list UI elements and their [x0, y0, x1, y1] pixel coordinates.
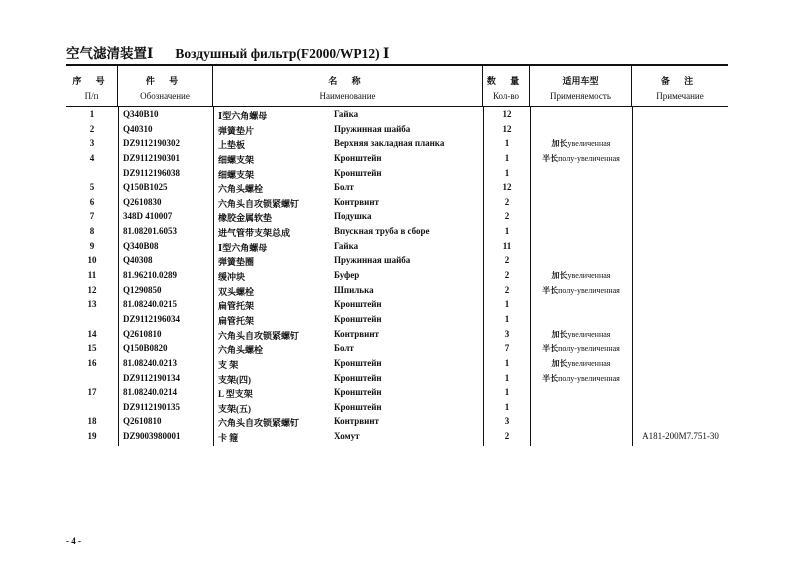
- row-number: 14: [87, 328, 97, 339]
- part-quantity: 2: [504, 431, 510, 442]
- part-quantity: 1: [504, 167, 510, 178]
- part-quantity: 2: [504, 255, 510, 266]
- part-name-ru: Кронштейн: [334, 372, 382, 383]
- part-quantity: 3: [504, 416, 510, 427]
- table-row: [66, 284, 728, 299]
- applicability-zh: 半长: [542, 153, 559, 163]
- table-row: [66, 372, 728, 387]
- row-number: 9: [89, 240, 95, 251]
- table-row: [66, 167, 728, 182]
- part-name-zh: 六角头螺栓: [218, 184, 264, 195]
- part-name-zh: 细螺支架: [218, 154, 255, 165]
- applicability-zh: 加长: [551, 271, 568, 281]
- part-quantity: 1: [504, 138, 510, 149]
- part-name-ru: Пружинная шайба: [334, 255, 411, 266]
- table-row: [66, 240, 728, 255]
- header-qty: 数 量 Кол-во: [483, 66, 530, 106]
- row-number: 18: [87, 416, 97, 427]
- part-code: Q150B0820: [123, 343, 168, 354]
- part-name-ru: Кронштейн: [334, 387, 382, 398]
- applicability: [533, 343, 629, 354]
- header-name: 名 称 Наименование: [213, 66, 483, 106]
- table-row: [66, 313, 728, 328]
- table-row: [66, 152, 728, 167]
- part-code: Q2610810: [123, 328, 162, 339]
- applicability-ru: увеличенная: [567, 329, 611, 339]
- title-zh: 空气滤清装置Ⅰ: [66, 46, 154, 61]
- row-number: 2: [89, 123, 95, 134]
- applicability: [533, 285, 629, 296]
- part-name-ru: Контрвинт: [334, 328, 379, 339]
- row-number: 6: [89, 196, 95, 207]
- applicability-zh: 半长: [542, 373, 559, 383]
- part-code: 81.08240.0214: [123, 387, 177, 398]
- header-note: 备 注 Примечание: [656, 76, 704, 101]
- page-number: - 4 -: [66, 536, 81, 546]
- part-quantity: 3: [504, 328, 510, 339]
- part-quantity: 2: [504, 284, 510, 295]
- table-row: [66, 196, 728, 211]
- part-name-ru: Верхняя закладная планка: [334, 138, 445, 149]
- table-row: [66, 254, 728, 269]
- part-name-zh: 进气管带支架总成: [218, 228, 291, 239]
- part-quantity: 1: [504, 387, 510, 398]
- part-quantity: 12: [502, 182, 512, 193]
- part-code: Q340B10: [123, 109, 159, 119]
- part-name-zh: 橡胶金属软垫: [218, 213, 273, 224]
- table-row: [66, 415, 728, 430]
- part-quantity: 1: [504, 357, 510, 368]
- applicability-zh: 半长: [542, 285, 559, 295]
- parts-table: [66, 108, 728, 445]
- part-name-zh: Ⅰ型六角螺母: [218, 242, 268, 253]
- part-name-zh: 双头螺栓: [218, 286, 255, 297]
- part-quantity: 1: [504, 299, 510, 310]
- table-row: [66, 342, 728, 357]
- part-name-zh: 弹簧垫片: [218, 125, 255, 136]
- part-name-ru: Шпилька: [334, 284, 374, 295]
- part-quantity: 2: [504, 211, 510, 222]
- part-code: DZ9112190301: [123, 152, 181, 163]
- table-row: [66, 210, 728, 225]
- applicability: [533, 153, 629, 164]
- part-name-zh: L 型支架: [218, 389, 253, 400]
- header-applicability: 适用车型 Применяемость: [530, 66, 632, 106]
- part-name-zh: 扁管托架: [218, 301, 255, 312]
- applicability-zh: 加长: [551, 139, 568, 149]
- applicability-ru: полу-увеличенная: [558, 344, 620, 354]
- applicability: [533, 138, 629, 149]
- table-row: [66, 298, 728, 313]
- part-code: DZ9112190134: [123, 372, 181, 383]
- row-number: 4: [89, 152, 95, 163]
- table-row: [66, 386, 728, 401]
- part-name-ru: Кронштейн: [334, 401, 382, 412]
- part-code: Q1290850: [123, 284, 162, 295]
- part-name-zh: 细螺支架: [218, 169, 255, 180]
- part-code: DZ9112190302: [123, 138, 181, 149]
- row-number: 7: [89, 211, 95, 222]
- part-name-ru: Кронштейн: [334, 299, 382, 310]
- applicability-ru: увеличенная: [567, 139, 611, 149]
- part-code: DZ9003980001: [123, 431, 181, 442]
- part-code: Q150B1025: [123, 182, 168, 193]
- part-name-ru: Кронштейн: [334, 357, 382, 368]
- part-quantity: 12: [502, 109, 512, 119]
- part-code: Q340B08: [123, 240, 159, 251]
- part-code: DZ9112196034: [123, 313, 181, 324]
- table-row: [66, 328, 728, 343]
- part-name-zh: 六角头螺栓: [218, 345, 264, 356]
- applicability: [533, 358, 629, 369]
- part-name-zh: Ⅰ型六角螺母: [218, 111, 268, 121]
- part-quantity: 12: [502, 123, 512, 134]
- table-row: [66, 357, 728, 372]
- applicability-ru: полу-увеличенная: [558, 153, 620, 163]
- part-name-zh: 支 架: [218, 359, 239, 370]
- row-number: 3: [89, 138, 95, 149]
- row-number: 1: [89, 109, 95, 119]
- part-code: 81.08240.0213: [123, 357, 177, 368]
- part-code: 81.96210.0289: [123, 270, 177, 281]
- part-name-zh: 支架(四): [218, 374, 251, 385]
- row-number: 16: [87, 357, 97, 368]
- part-quantity: 1: [504, 152, 510, 163]
- part-quantity: 1: [504, 401, 510, 412]
- part-name-ru: Кронштейн: [334, 167, 382, 178]
- part-name-ru: Буфер: [334, 270, 360, 281]
- part-name-ru: Кронштейн: [334, 152, 382, 163]
- part-name-ru: Гайка: [334, 109, 359, 119]
- part-quantity: 7: [504, 343, 510, 354]
- applicability: [533, 270, 629, 281]
- part-code: 348D 410007: [123, 211, 173, 222]
- table-row: [66, 430, 728, 445]
- part-quantity: 2: [504, 270, 510, 281]
- applicability-ru: увеличенная: [567, 358, 611, 368]
- part-note: A181-200M7.751-30: [642, 431, 719, 442]
- table-row: [66, 225, 728, 240]
- header-no: 序 号 П/п: [66, 66, 118, 106]
- page-title: [66, 42, 389, 62]
- part-name-ru: Болт: [334, 343, 354, 354]
- table-row: [66, 137, 728, 152]
- part-code: DZ9112190135: [123, 401, 181, 412]
- part-name-ru: Хомут: [334, 431, 360, 442]
- part-quantity: 1: [504, 313, 510, 324]
- applicability-ru: полу-увеличенная: [558, 373, 620, 383]
- header-rule: [66, 106, 728, 107]
- part-name-ru: Пружинная шайба: [334, 123, 411, 134]
- applicability-zh: 半长: [542, 344, 559, 354]
- part-code: 81.08240.0215: [123, 299, 177, 310]
- part-code: Q40310: [123, 123, 153, 134]
- part-name-zh: 支架(五): [218, 403, 251, 414]
- part-name-ru: Контрвинт: [334, 416, 379, 427]
- part-name-ru: Гайка: [334, 240, 359, 251]
- applicability-ru: увеличенная: [567, 271, 611, 281]
- row-number: 5: [89, 182, 95, 193]
- table-row: [66, 401, 728, 416]
- part-name-zh: 上垫板: [218, 140, 246, 151]
- part-name-ru: Впускная труба в сборе: [334, 226, 430, 237]
- applicability-zh: 加长: [551, 358, 568, 368]
- part-name-ru: Кронштейн: [334, 313, 382, 324]
- row-number: 13: [87, 299, 97, 310]
- part-name-zh: 卡 箍: [218, 433, 239, 444]
- part-quantity: 11: [502, 240, 512, 251]
- part-name-zh: 六角头自攻锁紧螺钉: [218, 418, 300, 429]
- row-number: 10: [87, 255, 97, 266]
- applicability-ru: полу-увеличенная: [558, 285, 620, 295]
- part-name-zh: 弹簧垫圈: [218, 257, 255, 268]
- table-row: [66, 181, 728, 196]
- applicability: [533, 329, 629, 340]
- title-ru: Воздушный фильтр(F2000/WP12) Ⅰ: [175, 46, 390, 61]
- part-quantity: 1: [504, 226, 510, 237]
- row-number: 12: [87, 284, 97, 295]
- part-code: DZ9112196038: [123, 167, 181, 178]
- row-number: 15: [87, 343, 97, 354]
- part-code: 81.08201.6053: [123, 226, 177, 237]
- applicability: [533, 373, 629, 384]
- row-number: 17: [87, 387, 97, 398]
- part-code: Q2610810: [123, 416, 162, 427]
- part-name-zh: 六角头自攻锁紧螺钉: [218, 198, 300, 209]
- row-number: 8: [89, 226, 95, 237]
- table-row: [66, 269, 728, 284]
- table-row: [66, 108, 728, 123]
- row-number: 11: [87, 270, 97, 281]
- part-name-ru: Болт: [334, 182, 354, 193]
- part-name-zh: 缓冲块: [218, 272, 246, 283]
- header-code: 件 号 Обозначение: [118, 66, 213, 106]
- row-number: 19: [87, 431, 97, 442]
- part-name-ru: Подушка: [334, 211, 372, 222]
- part-name-ru: Контрвинт: [334, 196, 379, 207]
- part-name-zh: 六角头自攻锁紧螺钉: [218, 330, 300, 341]
- part-name-zh: 扁管托架: [218, 315, 255, 326]
- applicability-zh: 加长: [551, 329, 568, 339]
- part-quantity: 2: [504, 196, 510, 207]
- part-quantity: 1: [504, 372, 510, 383]
- table-row: [66, 123, 728, 138]
- part-code: Q2610830: [123, 196, 162, 207]
- part-code: Q40308: [123, 255, 153, 266]
